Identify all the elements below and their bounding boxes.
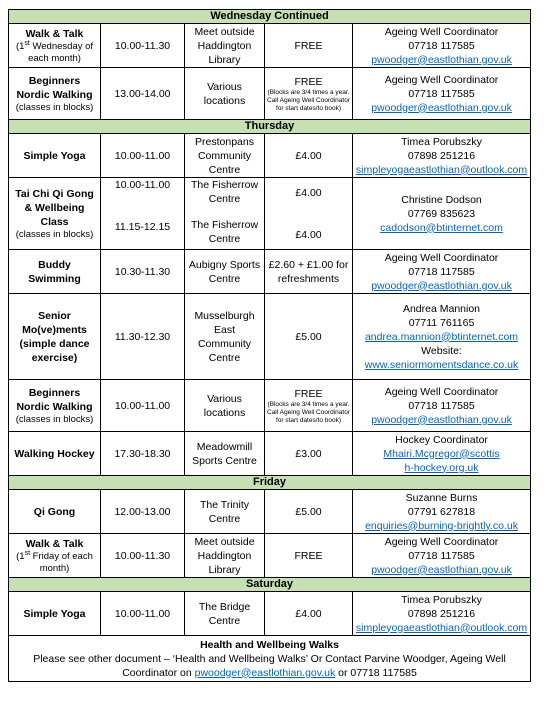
activity-cell	[9, 250, 101, 294]
contact-cell	[353, 534, 531, 578]
activity-name: Tai Chi Qi Gong & Wellbeing Class	[15, 187, 94, 228]
activity-cell	[9, 592, 101, 636]
session-cost: £4.00	[295, 186, 322, 199]
table-row	[9, 534, 531, 578]
time-cell: 10.00-11.00	[101, 134, 185, 178]
website-link[interactable]: www.seniormomentsdance.co.uk	[364, 358, 519, 371]
table-row	[9, 432, 531, 476]
note-superscript: st	[24, 39, 30, 47]
activity-cell	[9, 380, 101, 432]
note-text: (1	[16, 550, 25, 562]
contact-name: Timea Porubszky	[401, 135, 482, 148]
contact-name: Andrea Mannion	[402, 302, 481, 315]
venue-cell: The Bridge Centre	[185, 592, 265, 636]
time-cell: 12.00-13.00	[101, 490, 185, 534]
cost-value: FREE	[294, 387, 323, 400]
cost-cell	[265, 380, 353, 432]
day-header-friday	[9, 476, 531, 490]
contact-phone: 07898 251216	[407, 149, 476, 162]
contact-cell	[353, 432, 531, 476]
activity-cell	[9, 490, 101, 534]
contact-cell	[353, 294, 531, 380]
contact-email-link[interactable]: simpleyogaeastlothian@outlook.com	[355, 621, 528, 634]
cost-cell: FREE	[265, 534, 353, 578]
activity-name: Senior Mo(ve)ments (simple dance exercise)	[19, 309, 90, 364]
activity-note	[11, 551, 98, 575]
cost-note: (Blocks are 3/4 times a year. Call Ageing Well Coordinator for start dates/to book)	[267, 400, 350, 424]
time-cell: 17.30-18.30	[101, 432, 185, 476]
contact-phone: 07718 117585	[408, 87, 475, 100]
cost-cell	[265, 178, 353, 250]
contact-name: Hockey Coordinator	[395, 433, 488, 446]
note-text: Wednesday of each month)	[28, 40, 94, 64]
contact-email-link[interactable]: pwoodger@eastlothian.gov.uk	[371, 563, 512, 576]
contact-phone: 07791 627818	[407, 505, 476, 518]
cost-cell: £5.00	[265, 294, 353, 380]
contact-name: Christine Dodson	[401, 193, 482, 206]
contact-email-link[interactable]: pwoodger@eastlothian.gov.uk	[371, 279, 512, 292]
venue-cell	[185, 178, 265, 250]
footer-text	[33, 653, 506, 679]
time-cell: 11.30-12.30	[101, 294, 185, 380]
contact-name: Ageing Well Coordinator	[384, 73, 499, 86]
activity-name: Simple Yoga	[23, 149, 86, 162]
day-header-label: Wednesday Continued	[9, 10, 531, 24]
time-cell	[101, 178, 185, 250]
session-time: 11.15-12.15	[114, 221, 171, 233]
activity-note: (classes in blocks)	[15, 228, 94, 240]
time-cell: 13.00-14.00	[101, 68, 185, 120]
table-row	[9, 250, 531, 294]
contact-cell	[353, 592, 531, 636]
table-row	[9, 380, 531, 432]
contact-name: Ageing Well Coordinator	[384, 25, 499, 38]
activity-cell	[9, 432, 101, 476]
time-cell: 10.00-11.00	[101, 592, 185, 636]
contact-cell	[353, 68, 531, 120]
day-header-saturday	[9, 578, 531, 592]
contact-email-link[interactable]: simpleyogaeastlothian@outlook.com	[355, 163, 528, 176]
note-text: (1	[15, 40, 25, 52]
session-venue: The Fisherrow Centre	[190, 179, 259, 205]
venue-cell: Various locations	[185, 68, 265, 120]
table-row	[9, 592, 531, 636]
time-cell: 10.00-11.30	[101, 534, 185, 578]
activity-name: Walking Hockey	[14, 447, 95, 460]
contact-phone: 07718 117585	[408, 39, 475, 52]
note-text: Friday of each month)	[30, 550, 93, 574]
activity-note: (classes in blocks)	[15, 101, 94, 113]
session-venue: The Fisherrow Centre	[190, 219, 259, 245]
cost-cell: FREE	[265, 24, 353, 68]
cost-value: FREE	[294, 75, 323, 88]
venue-cell: Prestonpans Community Centre	[185, 134, 265, 178]
activity-name: Qi Gong	[33, 505, 76, 518]
contact-cell	[353, 24, 531, 68]
contact-cell	[353, 178, 531, 250]
activity-name: Simple Yoga	[23, 607, 86, 620]
contact-name: Ageing Well Coordinator	[384, 251, 499, 264]
footer-text-post: or 07718 117585	[335, 666, 417, 679]
activity-schedule-table	[8, 9, 531, 682]
contact-email-link[interactable]: andrea.mannion@btinternet.com	[364, 330, 519, 343]
footer-text-pre: Please see other document – ‘Health and Wellbeing Walks’ Or Contact Parvine Woodger, Ageing Well Coordinator on	[33, 652, 506, 679]
activity-name: Walk & Talk	[25, 27, 84, 40]
venue-cell: The Trinity Centre	[185, 490, 265, 534]
session-time: 10.00-11.00	[114, 179, 171, 191]
table-row	[9, 294, 531, 380]
venue-cell: Meet outside Haddington Library	[185, 534, 265, 578]
cost-cell: £2.60 + £1.00 for refreshments	[265, 250, 353, 294]
activity-cell	[9, 534, 101, 578]
contact-name: Suzanne Burns	[405, 491, 478, 504]
activity-cell	[9, 178, 101, 250]
contact-phone: 07711 761165	[408, 316, 475, 329]
venue-cell: Meet outside Haddington Library	[185, 24, 265, 68]
activity-cell	[9, 134, 101, 178]
activity-name: Beginners Nordic Walking	[16, 74, 93, 101]
venue-cell: Various locations	[185, 380, 265, 432]
cost-cell: £3.00	[265, 432, 353, 476]
footer-cell	[9, 636, 531, 682]
contact-cell	[353, 380, 531, 432]
footer-email-link[interactable]: pwoodger@eastlothian.gov.uk	[194, 666, 336, 679]
activity-cell	[9, 68, 101, 120]
activity-note	[11, 41, 98, 65]
contact-email-link[interactable]: pwoodger@eastlothian.gov.uk	[371, 101, 512, 114]
cost-cell: £5.00	[265, 490, 353, 534]
time-cell: 10.00-11.30	[101, 24, 185, 68]
footer-row	[9, 636, 531, 682]
cost-cell: £4.00	[265, 134, 353, 178]
table-row	[9, 68, 531, 120]
venue-cell: Aubigny Sports Centre	[185, 250, 265, 294]
contact-name: Ageing Well Coordinator	[384, 535, 499, 548]
activity-cell	[9, 294, 101, 380]
day-header-label: Friday	[9, 476, 531, 490]
contact-phone: 07718 117585	[408, 265, 475, 278]
time-cell: 10.30-11.30	[101, 250, 185, 294]
cost-note: (Blocks are 3/4 times a year. Call Ageing Well Coordinator for start dates/to book)	[267, 88, 350, 112]
activity-name: Beginners Nordic Walking	[16, 386, 93, 413]
contact-phone: 07898 251216	[407, 607, 476, 620]
contact-email-link[interactable]: cadodson@btinternet.com	[380, 221, 503, 234]
cost-cell: £4.00	[265, 592, 353, 636]
website-label: Website:	[421, 344, 462, 357]
day-header-label: Thursday	[9, 120, 531, 134]
day-header-thursday	[9, 120, 531, 134]
session-cost: £4.00	[295, 228, 322, 241]
activity-note: (classes in blocks)	[15, 413, 94, 425]
contact-cell	[353, 134, 531, 178]
contact-email-link[interactable]: enquiries@burning-brightly.co.uk	[365, 519, 518, 532]
activity-name: Buddy Swimming	[28, 258, 81, 285]
table-row	[9, 24, 531, 68]
table-row	[9, 178, 531, 250]
contact-phone: 07718 117585	[408, 549, 475, 562]
contact-phone: 07769 835623	[407, 207, 476, 220]
contact-email-link[interactable]: pwoodger@eastlothian.gov.uk	[371, 413, 512, 426]
footer-title: Health and Wellbeing Walks	[200, 638, 339, 651]
activity-cell	[9, 24, 101, 68]
venue-cell: Musselburgh East Community Centre	[185, 294, 265, 380]
contact-email-link[interactable]: Mhairi.Mcgregor@scottish-hockey.org.uk	[383, 447, 500, 474]
activity-name: Walk & Talk	[25, 537, 84, 550]
venue-cell: Meadowmill Sports Centre	[185, 432, 265, 476]
contact-phone: 07718 117585	[408, 399, 475, 412]
contact-email-link[interactable]: pwoodger@eastlothian.gov.uk	[371, 53, 512, 66]
contact-name: Ageing Well Coordinator	[384, 385, 499, 398]
note-superscript: st	[24, 549, 31, 557]
cost-cell	[265, 68, 353, 120]
contact-cell	[353, 490, 531, 534]
contact-name: Timea Porubszky	[401, 593, 482, 606]
day-header-label: Saturday	[9, 578, 531, 592]
table-row	[9, 134, 531, 178]
time-cell: 10.00-11.00	[101, 380, 185, 432]
day-header-wednesday	[9, 10, 531, 24]
table-row	[9, 490, 531, 534]
contact-cell	[353, 250, 531, 294]
